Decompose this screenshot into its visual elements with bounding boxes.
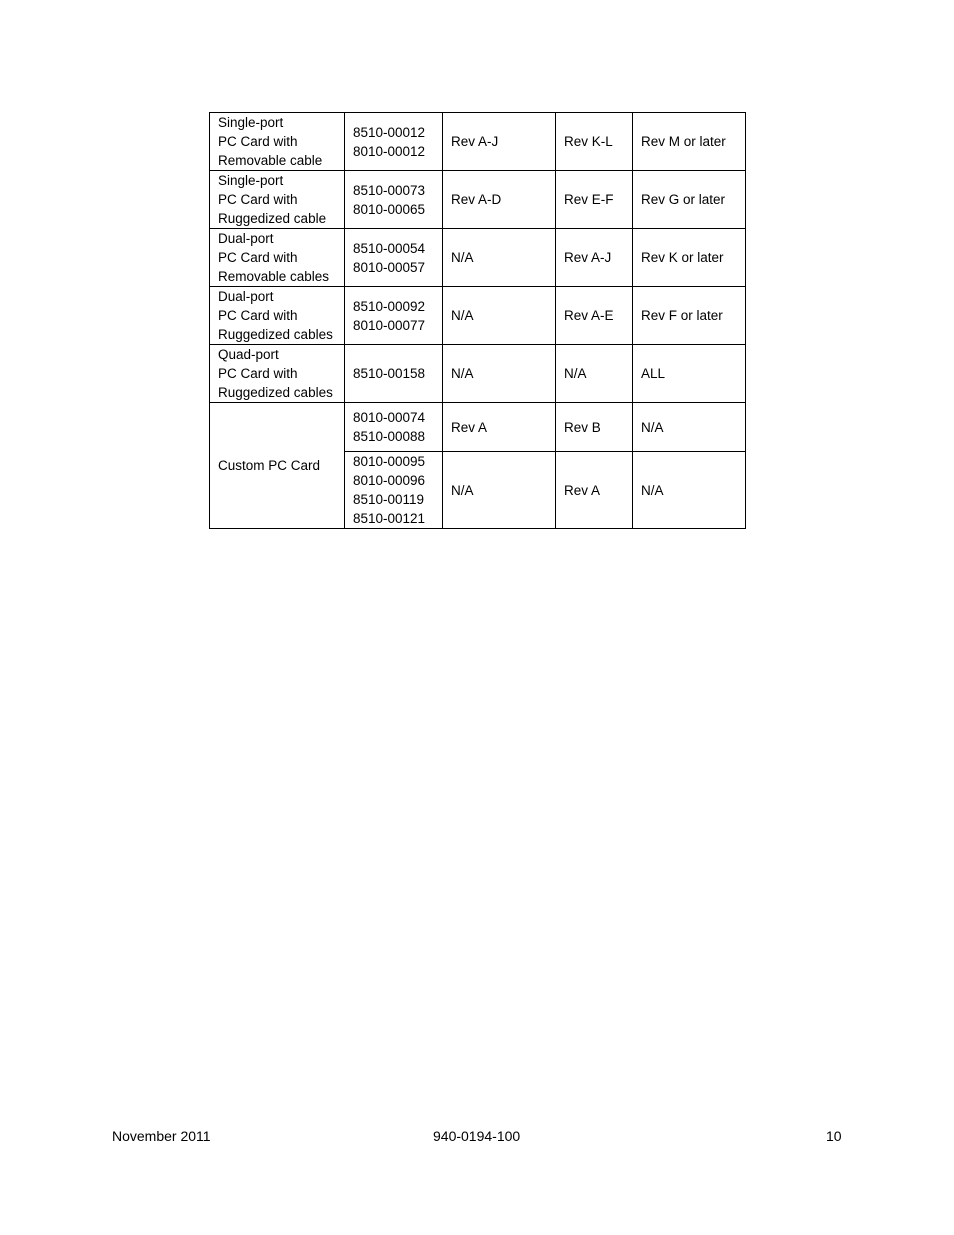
card-description-line: Ruggedized cables [218, 385, 333, 400]
revision-cell: Rev A-D [443, 171, 556, 229]
card-description-line: PC Card with [218, 308, 298, 323]
card-description-line: PC Card with [218, 250, 298, 265]
part-numbers-cell [345, 113, 443, 171]
card-description-line: Quad-port [218, 347, 279, 362]
revision-cell: Rev K-L [556, 113, 633, 171]
part-number: 8510-00088 [353, 429, 426, 444]
revision-cell: Rev F or later [633, 287, 746, 345]
table-row [210, 113, 746, 171]
part-number: 8510-00073 [353, 182, 426, 198]
table-row [210, 229, 746, 287]
revision-cell: N/A [443, 452, 556, 529]
revision-cell: N/A [556, 345, 633, 403]
revision-cell: Rev E-F [556, 171, 633, 229]
revision-cell: N/A [633, 452, 746, 529]
revision-cell: Rev K or later [633, 229, 746, 287]
revision-cell: N/A [443, 287, 556, 345]
revision-cell: Rev A-E [556, 287, 633, 345]
part-number: 8510-00012 [353, 124, 426, 140]
card-description-cell [210, 171, 345, 229]
card-description-line: Single-port [218, 115, 284, 130]
card-description-line: PC Card with [218, 366, 298, 381]
compatibility-table [209, 112, 746, 529]
revision-cell: Rev A-J [556, 229, 633, 287]
revision-cell: N/A [633, 403, 746, 452]
card-description-line: Removable cables [218, 269, 330, 284]
revision-cell: Rev A-J [443, 113, 556, 171]
revision-cell: ALL [633, 345, 746, 403]
part-numbers-cell [345, 171, 443, 229]
table-row [210, 345, 746, 403]
part-number: 8510-00054 [353, 240, 426, 256]
part-number: 8010-00095 [353, 454, 426, 469]
card-description-cell [210, 229, 345, 287]
footer-doc-number: 940-0194-100 [433, 1128, 521, 1144]
revision-cell: N/A [443, 229, 556, 287]
card-description-line: PC Card with [218, 192, 298, 207]
revision-cell: Rev G or later [633, 171, 746, 229]
table-row [210, 287, 746, 345]
card-description-line: Dual-port [218, 289, 274, 304]
part-number: 8510-00121 [353, 511, 426, 526]
card-description-line: Ruggedized cables [218, 327, 333, 342]
part-number: 8510-00092 [353, 298, 426, 314]
card-description-cell [210, 345, 345, 403]
part-numbers-cell [345, 452, 443, 529]
part-number: 8510-00158 [353, 366, 426, 381]
card-description-line: Dual-port [218, 231, 274, 246]
revision-cell: Rev M or later [633, 113, 746, 171]
card-description-cell [210, 113, 345, 171]
part-number: 8010-00057 [353, 259, 426, 275]
part-numbers-cell [345, 287, 443, 345]
part-number: 8010-00065 [353, 201, 426, 217]
revision-cell: Rev A [443, 403, 556, 452]
part-numbers-cell [345, 345, 443, 403]
table-row [210, 171, 746, 229]
part-numbers-cell [345, 403, 443, 452]
card-description-cell: Custom PC Card [210, 403, 345, 529]
card-description-line: Ruggedized cable [218, 211, 327, 226]
footer-page-number: 10 [826, 1128, 842, 1144]
revision-cell: N/A [443, 345, 556, 403]
part-number: 8010-00096 [353, 473, 426, 488]
card-description-line: Single-port [218, 173, 284, 188]
revision-cell: Rev B [556, 403, 633, 452]
part-number: 8510-00119 [353, 492, 425, 507]
table-row [210, 403, 746, 452]
footer-date: November 2011 [112, 1128, 211, 1144]
card-description-cell [210, 287, 345, 345]
revision-cell: Rev A [556, 452, 633, 529]
part-number: 8010-00012 [353, 143, 426, 159]
part-numbers-cell [345, 229, 443, 287]
card-description-line: Removable cable [218, 153, 323, 168]
part-number: 8010-00077 [353, 317, 426, 333]
part-number: 8010-00074 [353, 410, 426, 425]
card-description-line: PC Card with [218, 134, 298, 149]
